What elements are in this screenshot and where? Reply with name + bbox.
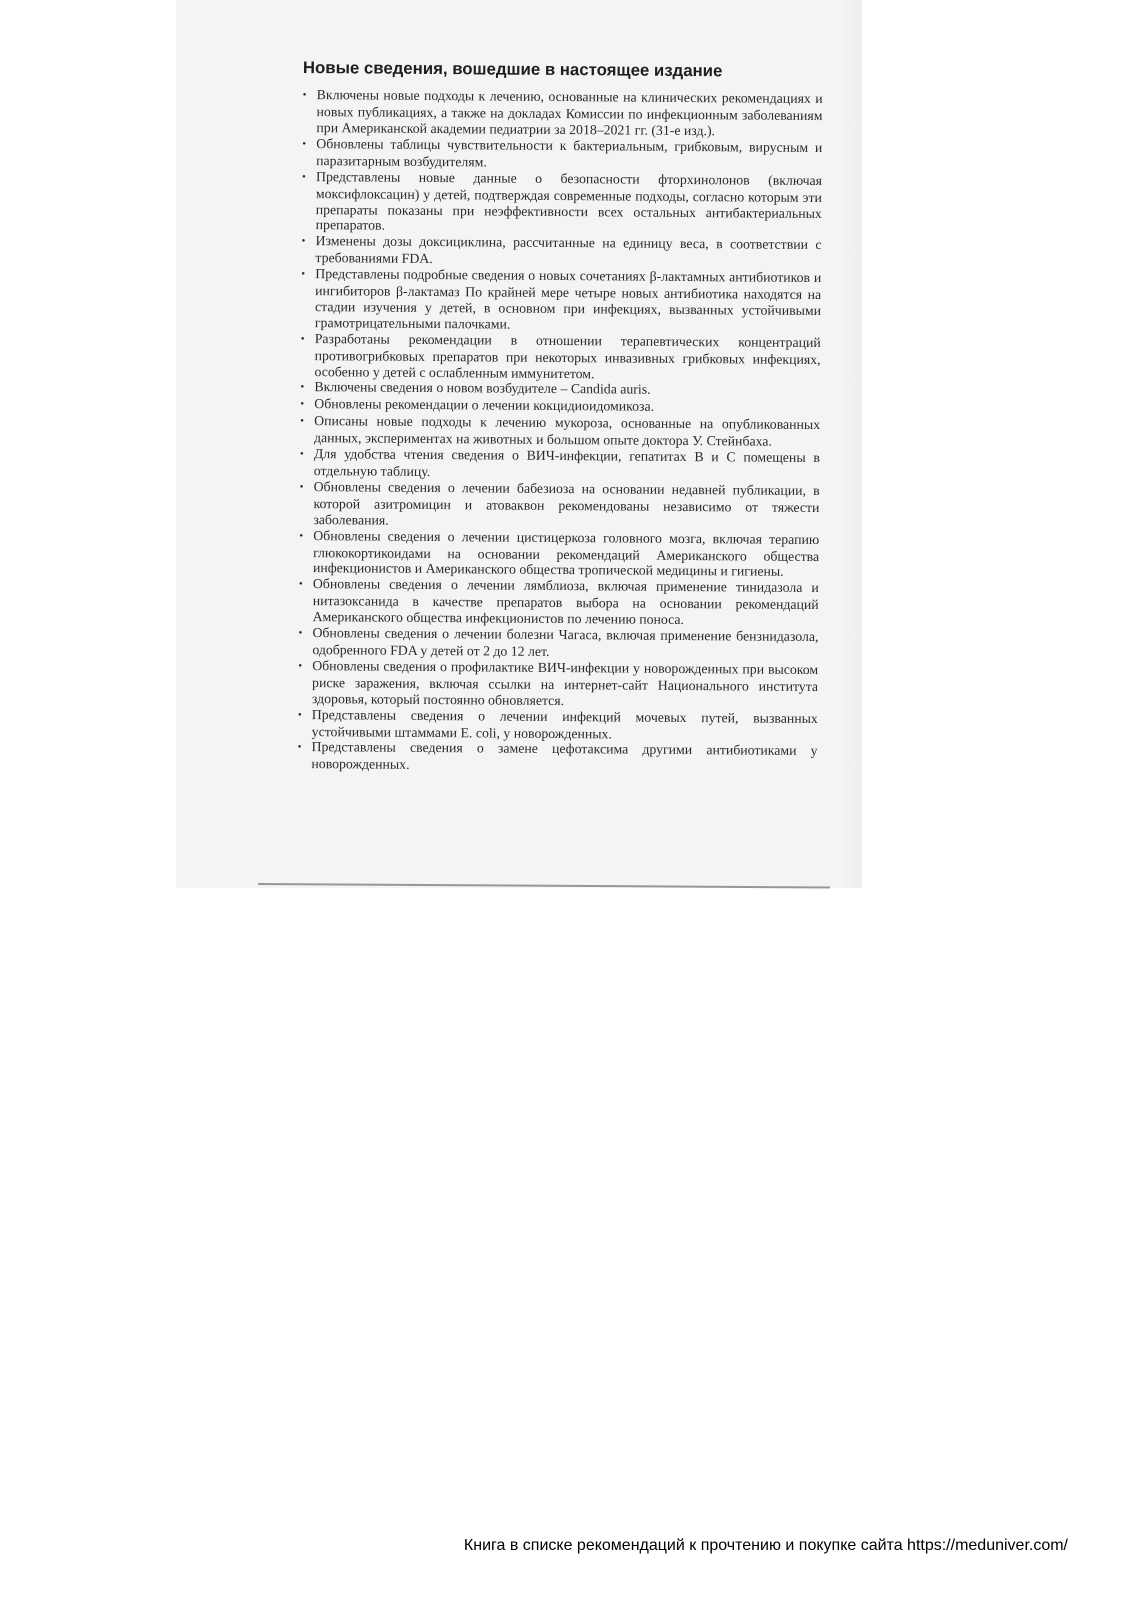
footer-recommendation-text: Книга в списке рекомендаций к прочтению и покупке сайта https://meduniver.com/ xyxy=(463,1537,1068,1554)
list-item-text: Обновлены сведения о лечении бабезиоза на основании недавней публикации, в которой азитромицин и атоваквон рекомендованы независимо от тяжести заболевания. xyxy=(313,479,820,528)
bullet-icon: • xyxy=(300,415,305,428)
list-item xyxy=(299,528,819,581)
changes-list xyxy=(297,87,822,776)
bullet-icon: • xyxy=(300,398,305,411)
list-item xyxy=(301,233,821,270)
list-item xyxy=(302,169,822,238)
list-item-text: Обновлены сведения о лечении цистицеркоза головного мозга, включая терапию глюкокортикоидами на основании рекомендаций Американского общества инфекционистов и Американского общества тропической медицины и гигиены. xyxy=(312,527,820,580)
list-item xyxy=(300,331,820,384)
list-item xyxy=(301,266,821,335)
bullet-icon: • xyxy=(300,381,305,394)
list-item-text: Описаны новые подходы к лечению мукороза, основанные на опубликованных данных, экспериментах на животных и большом опыте доктора У. Стейнбаха. xyxy=(313,413,821,449)
list-item-text: Представлены сведения о замене цефотаксима другими антибиотиками у новорожденных. xyxy=(311,739,818,773)
list-item-text: Обновлены сведения о лечении болезни Чагаса, включая применение бензнидазола, одобренного FDA у детей от 2 до 12 лет. xyxy=(312,625,819,659)
list-item xyxy=(298,625,818,662)
list-item xyxy=(300,413,820,450)
list-item xyxy=(298,707,818,744)
bullet-icon: • xyxy=(302,137,307,150)
list-item-text: Обновлены сведения о лечении лямблиоза, включая применение тинидазола и нитазоксанида в качестве препаратов выбора на основании рекомендаций Американского общества инфекционистов по лечению поноса. xyxy=(312,576,819,628)
bullet-icon: • xyxy=(298,578,303,591)
bullet-icon: • xyxy=(298,659,303,672)
list-item-text: Обновлены рекомендации о лечении кокцидиоидомикоза. xyxy=(314,396,655,415)
edition-changes-section xyxy=(297,58,823,776)
list-item-text: Включены новые подходы к лечению, основанные на клинических рекомендациях и новых публикациях, а также на докладах Комиссии по инфекционным заболеваниям при Американской академии педиатрии за 2018–2021 гг. (31-е изд.). xyxy=(316,87,823,139)
section-title: Новые сведения, вошедшие в настоящее издание xyxy=(302,58,723,81)
list-item-text: Представлены новые данные о безопасности фторхинолонов (включая моксифлоксацин) у детей, подтверждая современные подходы, согласно которым эти препараты показаны при неэффективности всех остальных антибактериальных препаратов. xyxy=(315,168,823,234)
list-item-text: Представлены подробные сведения о новых сочетаниях β-лактамных антибиотиков и ингибиторов β-лактамаз По крайней мере четыре новых антибиотика находятся на стадии изучения у детей, в основном при инфекциях, вызванных устойчивыми грамотрицательными палочками. xyxy=(314,266,822,332)
bullet-icon: • xyxy=(300,332,305,345)
list-item xyxy=(299,576,819,629)
list-item xyxy=(298,658,818,711)
bullet-icon: • xyxy=(299,448,304,461)
bullet-icon: • xyxy=(301,235,306,248)
bullet-icon: • xyxy=(302,170,306,183)
list-item-text: Обновлены сведения о профилактике ВИЧ-инфекции у новорожденных при высоком риске заражения, включая ссылки на интернет-сайт Национального института здоровья, который постоянно обновляется. xyxy=(311,657,819,708)
list-item xyxy=(299,479,819,532)
bullet-icon: • xyxy=(302,89,307,102)
list-item-text: Изменены дозы доксициклина, рассчитанные на единицу веса, в соответствии с требованиями FDA. xyxy=(315,233,822,267)
list-item xyxy=(302,136,822,173)
bullet-icon: • xyxy=(297,708,302,721)
list-item-text: Представлены сведения о лечении инфекций мочевых путей, вызванных устойчивыми штаммами E. coli, у новорожденных. xyxy=(311,706,818,741)
bullet-icon: • xyxy=(299,480,304,493)
list-item-text: Обновлены таблицы чувствительности к бактериальным, грибковым, вирусным и паразитарным возбудителям. xyxy=(316,135,823,170)
list-item xyxy=(297,739,817,776)
list-item-text: Для удобства чтения сведения о ВИЧ-инфекции, гепатитах B и C помещены в отдельную таблицу. xyxy=(313,446,820,480)
list-item xyxy=(300,446,820,483)
bullet-icon: • xyxy=(297,741,302,754)
bullet-icon: • xyxy=(298,627,303,640)
bullet-icon: • xyxy=(299,529,304,542)
list-item-text: Включены сведения о новом возбудителе – Candida auris. xyxy=(314,379,651,398)
bullet-icon: • xyxy=(301,268,306,281)
list-item xyxy=(302,87,822,140)
list-item-text: Разработаны рекомендации в отношении терапевтических концентраций противогрибковых препаратов при некоторых инвазивных грибковых инфекциях, особенно у детей с ослабленным иммунитетом. xyxy=(314,330,821,381)
